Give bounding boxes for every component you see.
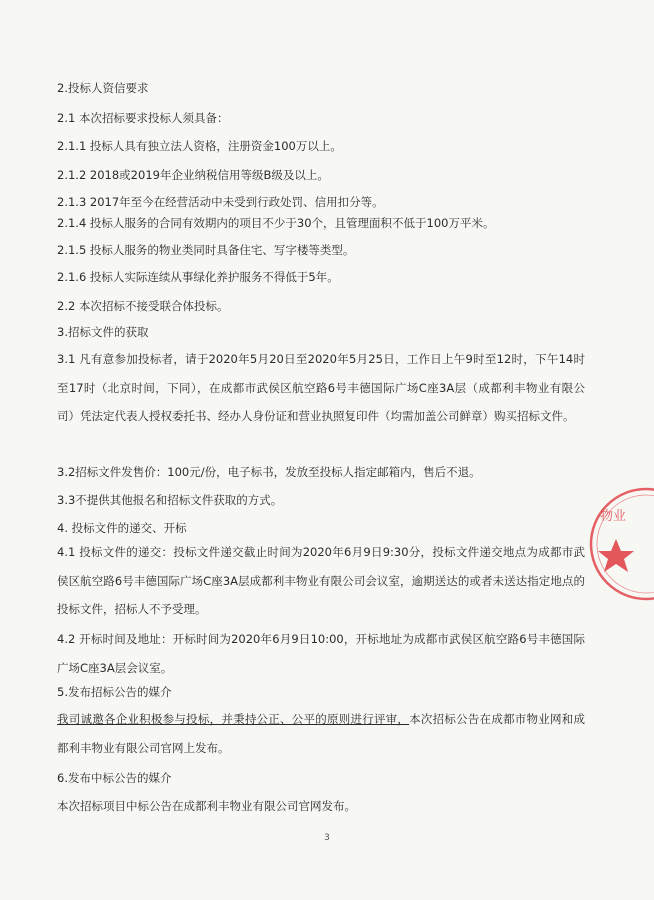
clause-2-1: 2.1 本次招标要求投标人须具备： <box>57 111 229 125</box>
clause-3-3: 3.3不提供其他报名和招标文件获取的方式。 <box>57 493 283 507</box>
section-5-body-underlined: 我司诚邀各企业积极参与投标，并秉持公正、公平的原则进行评审， <box>57 712 410 726</box>
clause-2-1-2: 2.1.2 2018或2019年企业纳税信用等级B级及以上。 <box>57 168 329 182</box>
clause-2-1-3: 2.1.3 2017年至今在经营活动中未受到行政处罚、信用扣分等。 <box>57 195 384 209</box>
clause-4-1: 4.1 投标文件的递交：投标文件递交截止时间为2020年6月9日9:30分，投标文件递交地点为成都市武侯区航空路6号丰德国际广场C座3A层成都利丰物业有限公司会议室，逾期送达的或者未送达指定地点的投标文件，招标人不予受理。 <box>57 545 585 617</box>
clause-3-1: 3.1 凡有意参加投标者，请于2020年5月20日至2020年5月25日，工作日上午9时至12时，下午14时至17时（北京时间，下同），在成都市武侯区航空路6号丰德国际广场C座3A层（成都利丰物业有限公司）凭法定代表人授权委托书、经办人身份证和营业执照复印件（均需加盖公司鲜章）购买招标文件。 <box>57 352 585 424</box>
clause-2-1-1: 2.1.1 投标人具有独立法人资格，注册资金100万以上。 <box>57 139 342 153</box>
clause-3-2: 3.2招标文件发售价：100元/份，电子标书，发放至投标人指定邮箱内，售后不退。 <box>57 465 481 479</box>
section-5-title: 5.发布招标公告的媒介 <box>57 685 172 699</box>
section-3-title: 3.招标文件的获取 <box>57 325 149 339</box>
clause-2-1-6: 2.1.6 投标人实际连续从事绿化养护服务不得低于5年。 <box>57 270 339 284</box>
clause-4-2: 4.2 开标时间及地址：开标时间为2020年6月9日10:00，开标地址为成都市武侯区航空路6号丰德国际广场C座3A层会议室。 <box>57 632 585 675</box>
section-6-body: 本次招标项目中标公告在成都利丰物业有限公司官网发布。 <box>57 799 356 813</box>
clause-2-1-5: 2.1.5 投标人服务的物业类同时具备住宅、写字楼等类型。 <box>57 243 355 257</box>
company-seal-stamp <box>586 484 654 604</box>
clause-2-2: 2.2 本次招标不接受联合体投标。 <box>57 299 229 313</box>
section-4-title: 4. 投标文件的递交、开标 <box>57 521 187 535</box>
section-6-title: 6.发布中标公告的媒介 <box>57 771 172 785</box>
clause-2-1-4: 2.1.4 投标人服务的合同有效期内的项目不少于30个，且管理面积不低于100万平米。 <box>57 216 495 230</box>
section-5-body <box>57 705 585 762</box>
page-number: 3 <box>324 833 330 843</box>
section-2-title: 2.投标人资信要求 <box>57 81 149 95</box>
seal-text: 物业 <box>600 509 627 524</box>
section-5-body-rest: 本次招标公告在成都市物业网和成都利丰物业有限公司官网上发布。 <box>57 712 585 755</box>
